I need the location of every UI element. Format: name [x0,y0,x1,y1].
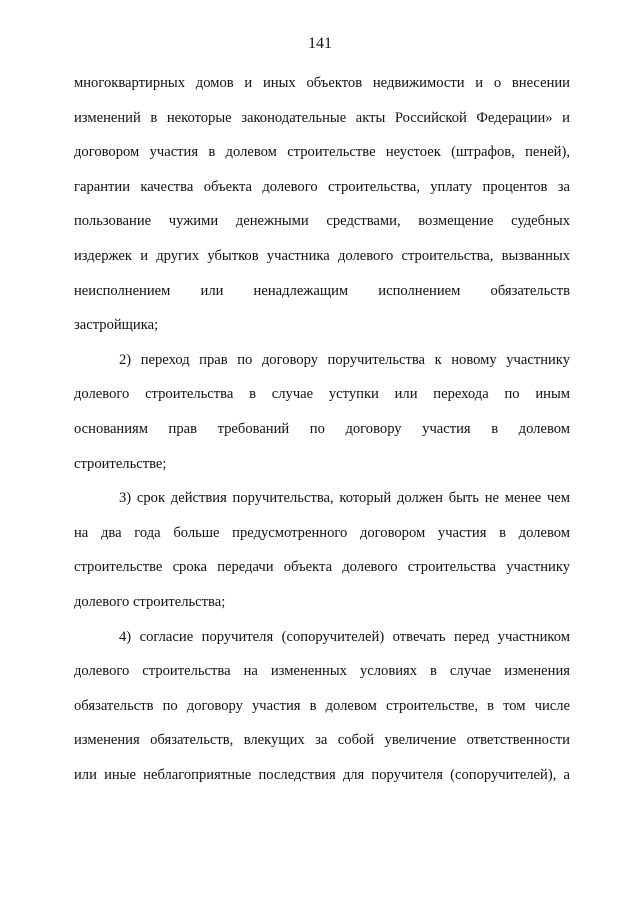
document-body [74,66,570,792]
text-line: долевого строительства на измененных условиях в случае изменения [74,663,570,680]
page-number: 141 [308,35,332,52]
text-line: неисполнением или ненадлежащим исполнением обязательств [74,282,570,299]
text-line: пользование чужими денежными средствами, возмещение судебных [74,213,570,230]
text-line: гарантии качества объекта долевого строительства, уплату процентов за [74,178,570,195]
text-line: 2) переход прав по договору поручительства к новому участнику [119,351,570,368]
paragraph-item-2 [74,343,570,481]
text-line: изменений в некоторые законодательные акты Российской Федерации» и [74,109,570,126]
paragraph-item-4 [74,620,570,793]
text-line: строительстве срока передачи объекта долевого строительства участнику [74,559,570,576]
text-line: 4) согласие поручителя (сопоручителей) отвечать перед участником [119,628,570,645]
text-line: долевого строительства; [74,593,226,610]
text-line: издержек и других убытков участника долевого строительства, вызванных [74,247,570,264]
text-line: застройщика; [74,317,159,334]
text-line: договором участия в долевом строительстве неустоек (штрафов, пеней), [74,144,570,161]
text-line: долевого строительства в случае уступки или перехода по иным [74,386,570,403]
text-line: строительстве; [74,455,167,472]
text-line: обязательств по договору участия в долевом строительстве, в том числе [74,697,570,714]
paragraph-continuation [74,66,570,343]
text-line: на два года больше предусмотренного договором участия в долевом [74,524,570,541]
text-line: или иные неблагоприятные последствия для поручителя (сопоручителей), а [74,766,570,783]
text-line: основаниям прав требований по договору участия в долевом [74,420,570,437]
paragraph-item-3 [74,481,570,619]
text-line: изменения обязательств, влекущих за собой увеличение ответственности [74,732,570,749]
text-line: 3) срок действия поручительства, который должен быть не менее чем [119,490,570,507]
text-line: многоквартирных домов и иных объектов недвижимости и о внесении [74,75,570,91]
